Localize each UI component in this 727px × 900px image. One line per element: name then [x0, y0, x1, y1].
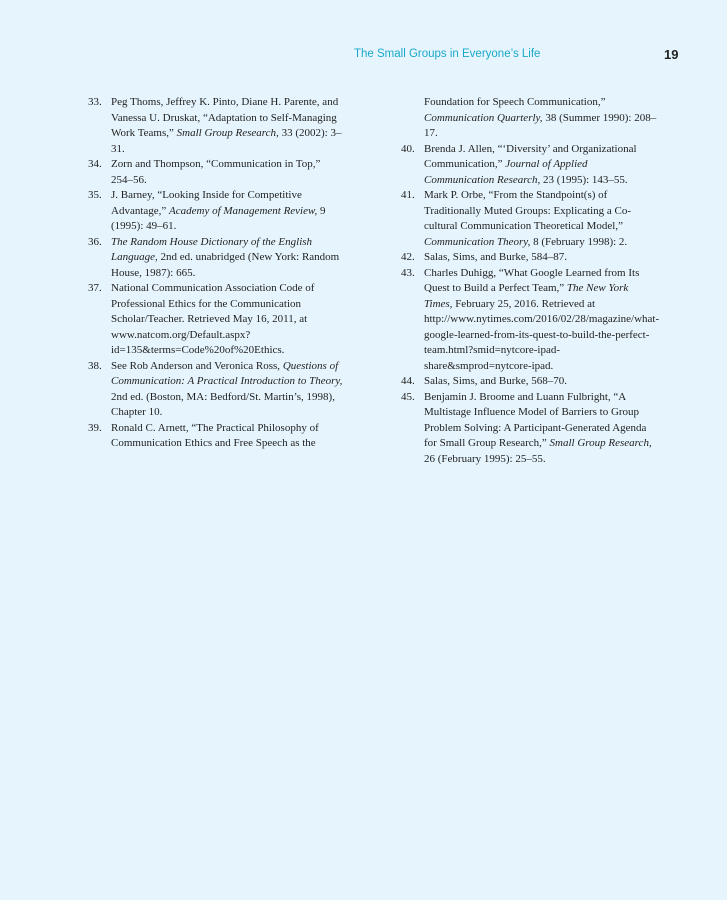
note-text: Salas, Sims, and Burke, 568–70.	[424, 375, 567, 387]
endnote-number: 40.	[401, 142, 415, 155]
endnote-number: 36.	[88, 235, 102, 248]
note-italic-text: Small Group Research,	[549, 437, 652, 449]
endnote-continuation	[395, 95, 657, 142]
endnote-item	[395, 390, 657, 468]
endnote-number: 45.	[401, 390, 415, 403]
note-text: Charles Duhigg, “What Google Learned from Its Quest to Build a Perfect Team,”	[424, 266, 640, 294]
running-head: The Small Groups in Everyone’s Life	[354, 48, 541, 60]
note-text: Brenda J. Allen, “‘Diversity’ and Organizational Communication,”	[424, 142, 637, 170]
note-text: February 25, 2016. Retrieved at http://www.nytimes.com/2016/02/28/magazine/what-google-learned-from-its-quest-to-build-the-perfect-team.html?smid=nytcore-ipad-share&smprod=nytcore-ipad.	[424, 297, 660, 372]
endnote-number: 42.	[401, 251, 415, 263]
endnote-number: 43.	[401, 266, 415, 279]
note-italic-text: Journal of Applied Communication Research,	[424, 158, 588, 186]
endnote-item	[82, 188, 344, 235]
note-italic-text: Communication Quarterly,	[424, 111, 543, 124]
endnote-item	[82, 359, 344, 421]
endnote-item	[395, 188, 657, 250]
note-text: Peg Thoms, Jeffrey K. Pinto, Diane H. Parente, and Vanessa U. Druskat, “Adaptation to Self-Managing Work Teams,”	[111, 96, 339, 139]
endnote-item	[395, 142, 657, 189]
note-text: See Rob Anderson and Veronica Ross,	[111, 359, 283, 372]
endnote-item	[82, 421, 344, 452]
note-italic-text: The New York Times,	[424, 282, 629, 310]
endnote-item	[395, 250, 657, 266]
notes-column-right	[395, 95, 660, 467]
note-text: 26 (February 1995): 25–55.	[424, 452, 546, 465]
endnote-number: 34.	[88, 158, 102, 170]
endnote-item	[82, 235, 344, 282]
endnote-number: 41.	[401, 189, 415, 201]
endnote-item	[82, 95, 344, 157]
note-text: 2nd ed. (Boston, MA: Bedford/St. Martin’s, 1998), Chapter 10.	[111, 390, 335, 418]
note-text: Salas, Sims, and Burke, 584–87.	[424, 251, 567, 263]
page-number: 19	[664, 47, 679, 62]
endnote-number: 37.	[88, 282, 102, 294]
endnote-number: 35.	[88, 189, 102, 201]
endnote-item	[395, 266, 660, 375]
endnote-item	[395, 374, 657, 390]
endnote-number: 44.	[401, 375, 415, 387]
endnote-item	[82, 157, 344, 188]
note-text: 38 (Summer 1990): 208–17.	[424, 111, 657, 139]
note-italic-text: Small Group Research,	[176, 127, 279, 139]
endnote-item	[82, 281, 344, 359]
note-italic-text: The Random House Dictionary of the English Language,	[111, 235, 313, 263]
endnote-number: 38.	[88, 359, 102, 372]
note-text: Foundation for Speech Communication,”	[424, 96, 606, 108]
notes-column-left	[82, 95, 344, 452]
note-text: J. Barney, “Looking Inside for Competitive Advantage,”	[111, 189, 302, 217]
note-text: 9 (1995): 49–61.	[111, 204, 326, 232]
note-text: Zorn and Thompson, “Communication in Top,” 254–56.	[111, 158, 321, 186]
note-text: Ronald C. Arnett, “The Practical Philosophy of Communication Ethics and Free Speech as the	[111, 421, 319, 449]
page-header	[0, 48, 727, 68]
note-text: Mark P. Orbe, “From the Standpoint(s) of Traditionally Muted Groups: Explicating a Co-cultural Communication Theoretical Model,”	[424, 189, 632, 232]
note-italic-text: Communication Theory,	[424, 235, 531, 248]
note-italic-text: Academy of Management Review,	[169, 204, 318, 217]
endnote-number: 33.	[88, 96, 102, 108]
note-text: 2nd ed. unabridged (New York: Random House, 1987): 665.	[111, 251, 340, 279]
note-text: 8 (February 1998): 2.	[530, 235, 628, 248]
note-text: National Communication Association Code of Professional Ethics for the Communication Scholar/Teacher. Retrieved May 16, 2011, at www.natcom.org/Default.aspx?id=135&terms=Code%20of%20Ethics.	[111, 282, 315, 356]
note-text: 23 (1995): 143–55.	[540, 173, 628, 186]
endnote-number: 39.	[88, 421, 102, 434]
note-text: 33 (2002): 3–31.	[111, 127, 342, 155]
note-italic-text: Questions of Communication: A Practical Introduction to Theory,	[111, 359, 343, 387]
note-text: Benjamin J. Broome and Luann Fulbright, “A Multistage Influence Model of Barriers to Group Problem Solving: A Participant-Generated Agenda for Small Group Research,”	[424, 390, 647, 449]
